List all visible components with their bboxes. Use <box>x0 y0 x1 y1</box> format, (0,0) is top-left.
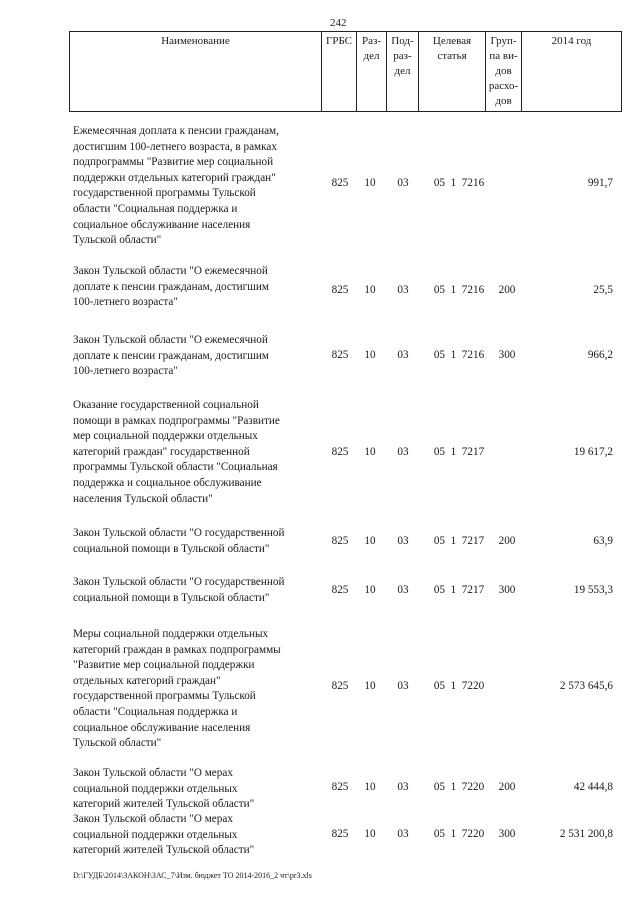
row-name-line: населения Тульской области" <box>73 492 213 505</box>
row-name <box>73 526 329 557</box>
cell-grbs: 825 <box>331 828 349 840</box>
cell-tselevaya: 05 1 7220 <box>433 828 485 840</box>
row-name-line: государственной программы Тульской <box>73 187 256 200</box>
row-name <box>73 264 329 311</box>
row-name-line: социальной поддержки отдельных <box>73 828 238 841</box>
cell-razdel: 10 <box>364 535 376 547</box>
header-year: 2014 год <box>522 32 622 112</box>
row-name-line: области "Социальная поддержка и <box>73 705 238 718</box>
row-name-line: социальной помощи в Тульской области" <box>73 542 270 555</box>
row-name-line: доплате к пенсии гражданам, достигшим <box>73 280 269 293</box>
cell-podrazdel: 03 <box>397 177 409 189</box>
row-name <box>73 124 329 249</box>
row-name-line: программы Тульской области "Социальная <box>73 461 278 474</box>
row-name-line: Тульской области" <box>73 737 162 750</box>
cell-amount: 991,7 <box>587 177 613 189</box>
row-name-line: доплате к пенсии гражданам, достигшим <box>73 349 269 362</box>
row-name-line: мер социальной поддержки отдельных <box>73 430 258 443</box>
cell-razdel: 10 <box>364 177 376 189</box>
cell-razdel: 10 <box>364 828 376 840</box>
cell-grbs: 825 <box>331 446 349 458</box>
row-name <box>73 575 329 606</box>
row-name-line: Ежемесячная доплата к пенсии гражданам, <box>73 125 279 137</box>
cell-gruppa: 200 <box>498 781 516 793</box>
row-name-line: Закон Тульской области "О мерах <box>73 767 233 779</box>
cell-gruppa: 300 <box>498 349 516 361</box>
header-tselevaya: Целевая статья <box>419 32 486 112</box>
cell-amount: 2 531 200,8 <box>559 828 613 840</box>
header-gruppa: Груп- па ви- дов расхо- дов <box>486 32 522 112</box>
cell-razdel: 10 <box>364 446 376 458</box>
cell-amount: 25,5 <box>593 284 613 296</box>
row-name-line: Оказание государственной социальной <box>73 399 259 411</box>
cell-grbs: 825 <box>331 781 349 793</box>
cell-gruppa: 200 <box>498 535 516 547</box>
row-name-line: категорий граждан в рамках подпрограммы <box>73 643 281 656</box>
cell-razdel: 10 <box>364 781 376 793</box>
cell-podrazdel: 03 <box>397 535 409 547</box>
row-name-line: категорий граждан" государственной <box>73 445 250 458</box>
row-name-line: категорий жителей Тульской области" <box>73 844 255 857</box>
cell-amount: 19 617,2 <box>573 446 613 458</box>
cell-tselevaya: 05 1 7217 <box>433 584 485 596</box>
header-name: Наименование <box>70 32 322 112</box>
cell-tselevaya: 05 1 7217 <box>433 535 485 547</box>
cell-amount: 19 553,3 <box>573 584 613 596</box>
cell-gruppa: 300 <box>498 584 516 596</box>
row-name-line: социальное обслуживание населения <box>73 218 251 231</box>
cell-podrazdel: 03 <box>397 781 409 793</box>
row-name-line: Закон Тульской области "О ежемесячной <box>73 334 268 346</box>
cell-podrazdel: 03 <box>397 446 409 458</box>
table-header <box>69 31 622 112</box>
cell-razdel: 10 <box>364 584 376 596</box>
row-name-line: категорий жителей Тульской области" <box>73 798 255 811</box>
cell-tselevaya: 05 1 7220 <box>433 781 485 793</box>
row-name <box>73 812 329 859</box>
row-name-line: подпрограммы "Развитие мер социальной <box>73 156 274 169</box>
row-name <box>73 766 329 813</box>
header-podrazdel: Под- раз- дел <box>387 32 419 112</box>
row-name-line: области "Социальная поддержка и <box>73 202 238 215</box>
cell-gruppa: 300 <box>498 828 516 840</box>
cell-tselevaya: 05 1 7216 <box>433 177 485 189</box>
row-name <box>73 627 329 752</box>
row-name-line: помощи в рамках подпрограммы "Развитие <box>73 414 280 427</box>
header-grbs: ГРБС <box>322 32 357 112</box>
cell-podrazdel: 03 <box>397 349 409 361</box>
cell-tselevaya: 05 1 7216 <box>433 284 485 296</box>
row-name-line: социальное обслуживание населения <box>73 721 251 734</box>
cell-grbs: 825 <box>331 680 349 692</box>
row-name <box>73 333 329 380</box>
row-name-line: Меры социальной поддержки отдельных <box>73 628 269 640</box>
row-name <box>73 398 329 507</box>
cell-grbs: 825 <box>331 535 349 547</box>
cell-amount: 63,9 <box>593 535 613 547</box>
cell-razdel: 10 <box>364 349 376 361</box>
row-name-line: социальной помощи в Тульской области" <box>73 591 270 604</box>
cell-podrazdel: 03 <box>397 584 409 596</box>
cell-grbs: 825 <box>331 177 349 189</box>
row-name-line: 100-летнего возраста" <box>73 296 178 309</box>
cell-grbs: 825 <box>331 349 349 361</box>
row-name-line: поддержка и социальное обслуживание <box>73 476 262 489</box>
cell-amount: 42 444,8 <box>573 781 613 793</box>
row-name-line: Тульской области" <box>73 234 162 247</box>
cell-grbs: 825 <box>331 584 349 596</box>
row-name-line: Закон Тульской области "О государственной <box>73 576 285 588</box>
cell-gruppa: 200 <box>498 284 516 296</box>
cell-podrazdel: 03 <box>397 284 409 296</box>
row-name-line: поддержки отдельных категорий граждан" <box>73 171 276 184</box>
cell-podrazdel: 03 <box>397 828 409 840</box>
row-name-line: Закон Тульской области "О мерах <box>73 813 233 825</box>
cell-amount: 966,2 <box>587 349 613 361</box>
cell-tselevaya: 05 1 7217 <box>433 446 485 458</box>
row-name-line: отдельных категорий граждан" <box>73 674 221 687</box>
page-number: 242 <box>330 17 347 29</box>
row-name-line: 100-летнего возраста" <box>73 365 178 378</box>
row-name-line: Закон Тульской области "О государственной <box>73 527 285 539</box>
row-name-line: "Развитие мер социальной поддержки <box>73 659 255 672</box>
cell-podrazdel: 03 <box>397 680 409 692</box>
row-name-line: социальной поддержки отдельных <box>73 782 238 795</box>
header-razdel: Раз- дел <box>357 32 387 112</box>
row-name-line: достигшим 100-летнего возраста, в рамках <box>73 140 277 153</box>
cell-razdel: 10 <box>364 284 376 296</box>
cell-grbs: 825 <box>331 284 349 296</box>
file-path-footer: D:\ГУДБ\2014\ЗАКОН\ЗАС_7\Изм. бюджет ТО 2014-2016_2 чт\pr3.xls <box>73 871 312 880</box>
cell-tselevaya: 05 1 7216 <box>433 349 485 361</box>
cell-razdel: 10 <box>364 680 376 692</box>
row-name-line: Закон Тульской области "О ежемесячной <box>73 265 268 277</box>
row-name-line: государственной программы Тульской <box>73 690 256 703</box>
cell-amount: 2 573 645,6 <box>559 680 613 692</box>
cell-tselevaya: 05 1 7220 <box>433 680 485 692</box>
